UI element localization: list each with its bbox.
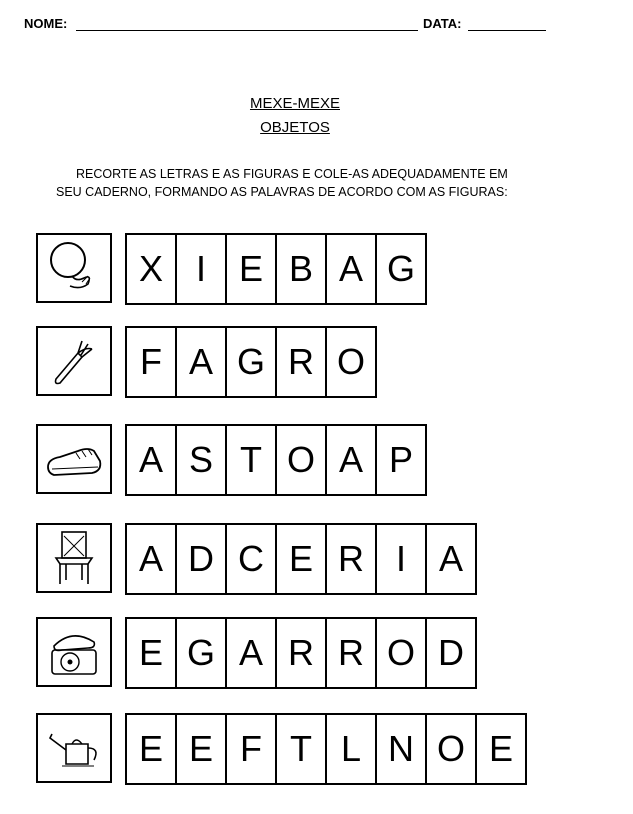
instructions-line-2: SEU CADERNO, FORMANDO AS PALAVRAS DE ACORDO COM AS FIGURAS:: [56, 185, 508, 199]
picture-box: [36, 326, 112, 396]
letter-cell: G: [225, 326, 277, 398]
picture-box: [36, 713, 112, 783]
letter-cell: P: [375, 424, 427, 496]
letter-cell: F: [125, 326, 177, 398]
letter-cell: E: [175, 713, 227, 785]
letter-cell: R: [325, 617, 377, 689]
instructions-line-1: RECORTE AS LETRAS E AS FIGURAS E COLE-AS ADEQUADAMENTE EM: [76, 167, 508, 181]
letter-cell: A: [125, 523, 177, 595]
letter-cell: D: [175, 523, 227, 595]
letter-cells: [125, 523, 475, 595]
letter-cell: G: [175, 617, 227, 689]
telephone-icon: [42, 618, 106, 687]
worksheet-subtitle: OBJETOS: [260, 119, 330, 136]
letter-cell: N: [375, 713, 427, 785]
letter-cell: O: [325, 326, 377, 398]
picture-box: [36, 617, 112, 687]
letter-cell: C: [225, 523, 277, 595]
letter-cell: A: [425, 523, 477, 595]
letter-cell: L: [325, 713, 377, 785]
letter-cell: A: [125, 424, 177, 496]
letter-cell: E: [125, 617, 177, 689]
picture-box: [36, 523, 112, 593]
letter-cell: G: [375, 233, 427, 305]
yarn-ball-icon: [42, 234, 106, 303]
letter-cell: E: [275, 523, 327, 595]
picture-box: [36, 233, 112, 303]
letter-cells: [125, 326, 375, 398]
letter-cell: O: [275, 424, 327, 496]
letter-cell: A: [175, 326, 227, 398]
letter-cells: [125, 424, 425, 496]
letter-cell: A: [225, 617, 277, 689]
name-field-line[interactable]: [76, 30, 418, 31]
letter-cell: A: [325, 233, 377, 305]
chair-icon: [42, 524, 106, 593]
date-field-line[interactable]: [468, 30, 546, 31]
letter-cell: T: [225, 424, 277, 496]
letter-cell: E: [225, 233, 277, 305]
letter-cell: R: [275, 326, 327, 398]
letter-cell: S: [175, 424, 227, 496]
shoe-icon: [42, 425, 106, 494]
letter-cell: I: [175, 233, 227, 305]
letter-cell: O: [425, 713, 477, 785]
letter-cell: O: [375, 617, 427, 689]
date-label: DATA:: [423, 16, 462, 31]
watering-can-icon: [42, 714, 106, 783]
letter-cell: T: [275, 713, 327, 785]
letter-cell: B: [275, 233, 327, 305]
letter-cell: A: [325, 424, 377, 496]
letter-cells: [125, 617, 475, 689]
picture-box: [36, 424, 112, 494]
letter-cell: X: [125, 233, 177, 305]
letter-cell: R: [275, 617, 327, 689]
letter-cell: F: [225, 713, 277, 785]
name-label: NOME:: [24, 16, 68, 31]
fork-icon: [42, 327, 106, 396]
letter-cell: I: [375, 523, 427, 595]
letter-cell: E: [475, 713, 527, 785]
letter-cell: E: [125, 713, 177, 785]
letter-cell: R: [325, 523, 377, 595]
letter-cells: [125, 713, 525, 785]
worksheet-title: MEXE-MEXE: [249, 95, 340, 112]
letter-cells: [125, 233, 425, 305]
letter-cell: D: [425, 617, 477, 689]
